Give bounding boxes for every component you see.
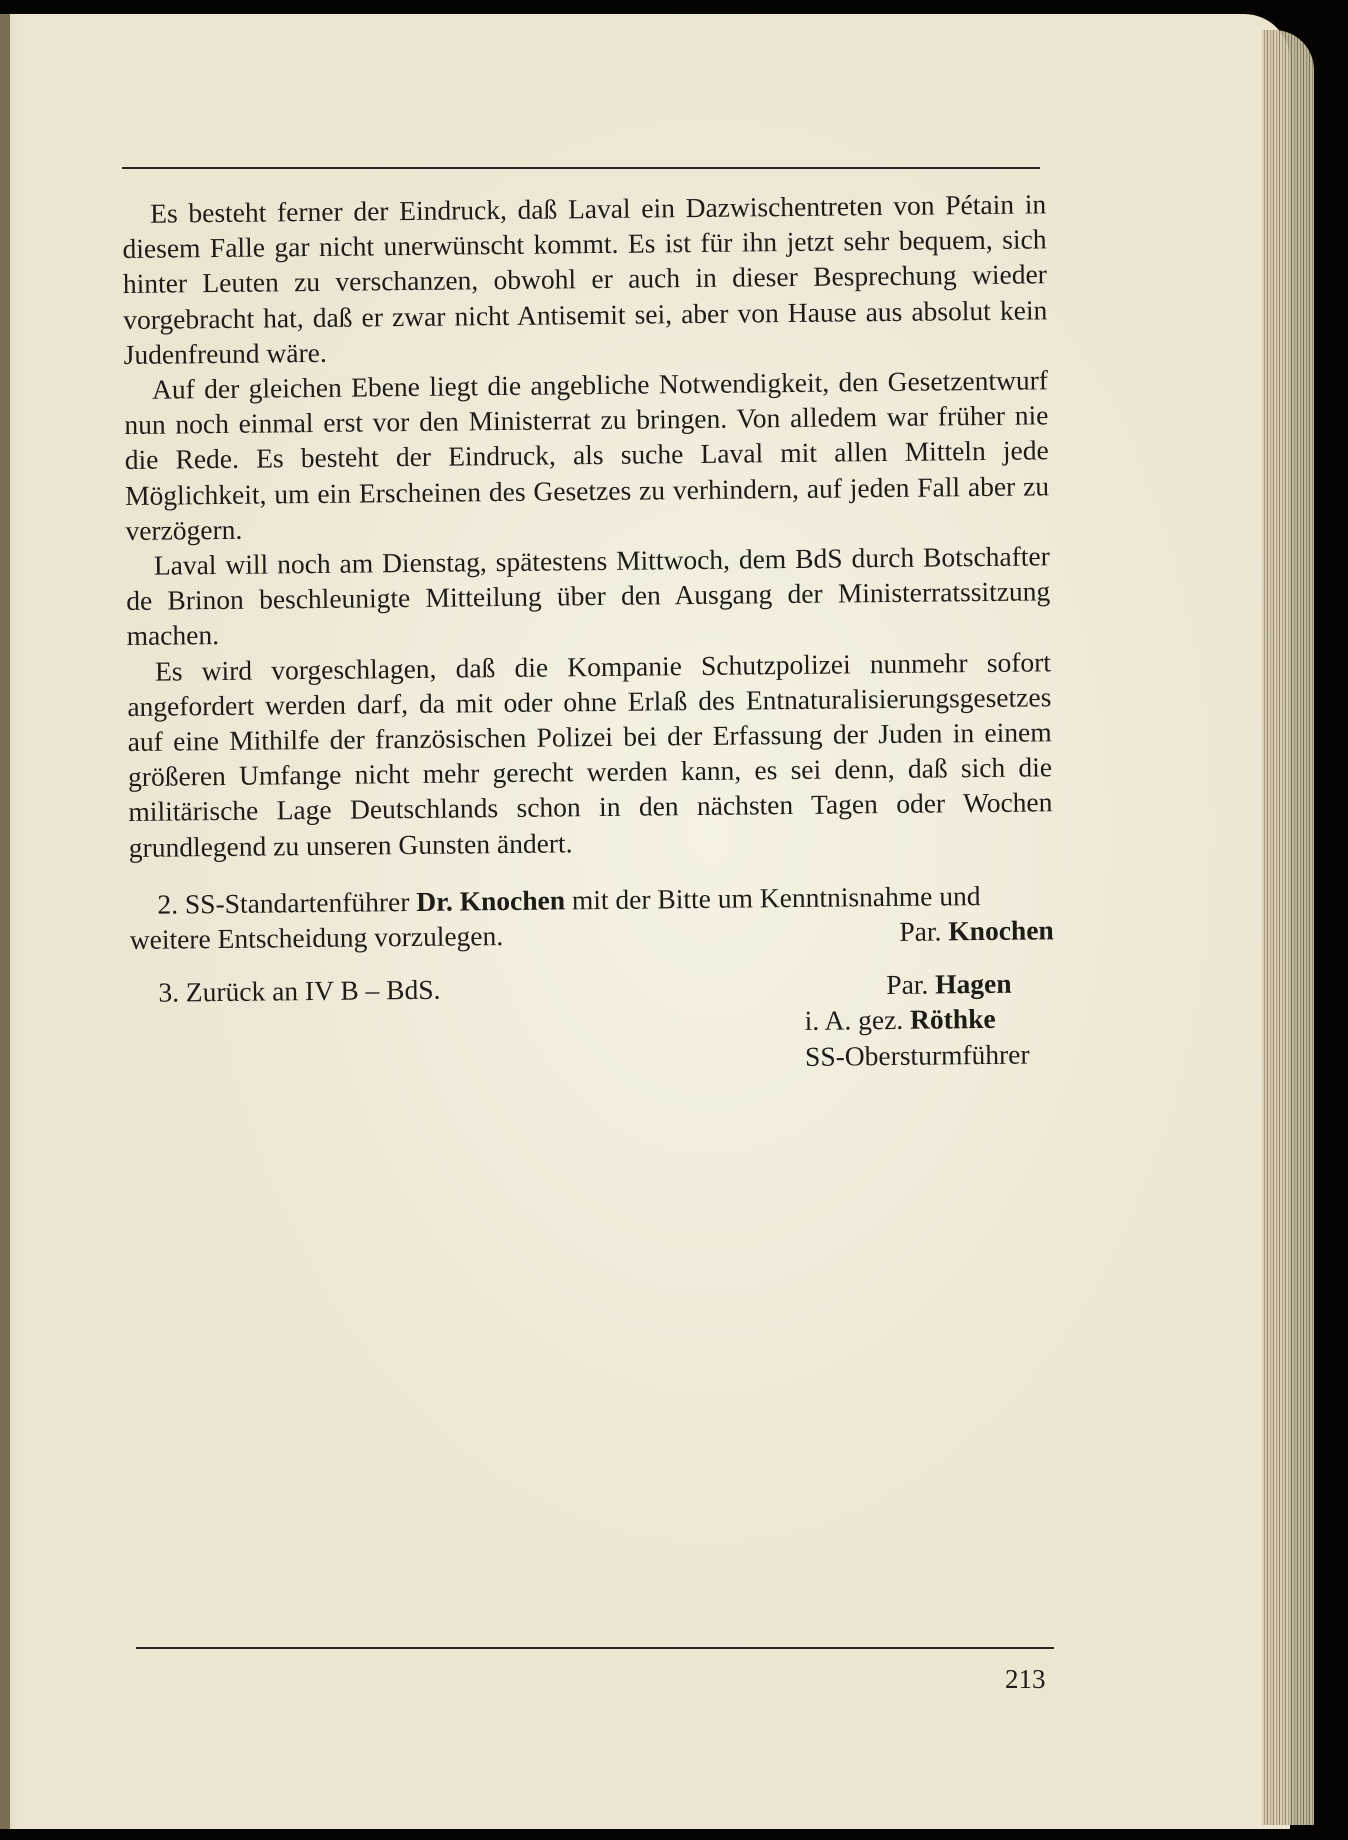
signature-block [804,966,1055,1074]
ia-label: i. A. gez. [804,1004,911,1037]
signature-rank: SS-Obersturmführer [804,1038,1030,1072]
signature-knochen [899,912,1054,949]
par-label: Par. [886,968,936,1001]
page-number: 213 [1005,1664,1046,1694]
bottom-rule [136,1647,1054,1649]
page-edges [1262,30,1314,1825]
page-gutter [0,14,10,1829]
par-name: Knochen [948,914,1054,947]
par-name: Hagen [935,967,1012,1000]
item-2 [129,877,1054,957]
signature-hagen [804,966,1054,1004]
item-3 [130,966,1055,1081]
item-3-text: 3. Zurück an IV B – BdS. [158,973,441,1008]
signature-roethke [804,1001,1054,1039]
paragraph-4: Es wird vorgeschlagen, daß die Kompanie Schutzpolizei nunmehr sofort angefordert werden darf, da mit oder ohne Erlaß des Entnaturalisierungsgesetzes auf eine Mithilfe der französischen Polizei bei der Erfassung der Juden in einem größeren Umfange nicht mehr gerecht werden kann, es sei denn, daß sich die militärische Lage Deutschlands schon in den nächsten Tagen oder Wochen grundlegend zu unseren Gunsten ändert. [127,645,1053,863]
paragraph-1: Es besteht ferner der Eindruck, daß Laval ein Dazwischentreten von Pétain in diesem Falle gar nicht unerwünscht kommt. Es ist für ihn jetzt sehr bequem, sich hinter Leuten zu verschanzen, obwohl er auch in dieser Besprechung wieder vorgebracht hat, daß er zwar nicht Antisemit sei, aber von Hause aus absolut kein Judenfreund wäre. [122,188,1048,370]
par-label: Par. [899,915,949,947]
paragraph-3: Laval will noch am Dienstag, spätestens Mittwoch, dem BdS durch Botschafter de Brinon beschleunigte Mitteilung über den Ausgang der Ministerratssitzung machen. [126,540,1051,652]
paragraph-2: Auf der gleichen Ebene liegt die angebliche Notwendigkeit, den Gesetzentwurf nun noch einmal erst vor den Ministerrat zu bringen. Von alledem war früher nie die Rede. Es besteht der Eindruck, als suche Laval mit allen Mitteln jede Möglichkeit, um ein Erscheinen des Gesetzes zu verhindern, auf jeden Fall aber zu verzögern. [124,364,1050,546]
ia-name: Röthke [909,1003,996,1036]
top-rule [122,167,1040,169]
item-2-prefix: 2. SS-Standartenführer [157,885,417,920]
item-2-rest: mit der Bitte um Kenntnisnahme und [564,879,981,916]
body-text [122,186,1055,1081]
item-2-name: Dr. Knochen [416,884,566,917]
item-2-line-2-text: weitere Entscheidung vorzulegen. [129,920,504,956]
